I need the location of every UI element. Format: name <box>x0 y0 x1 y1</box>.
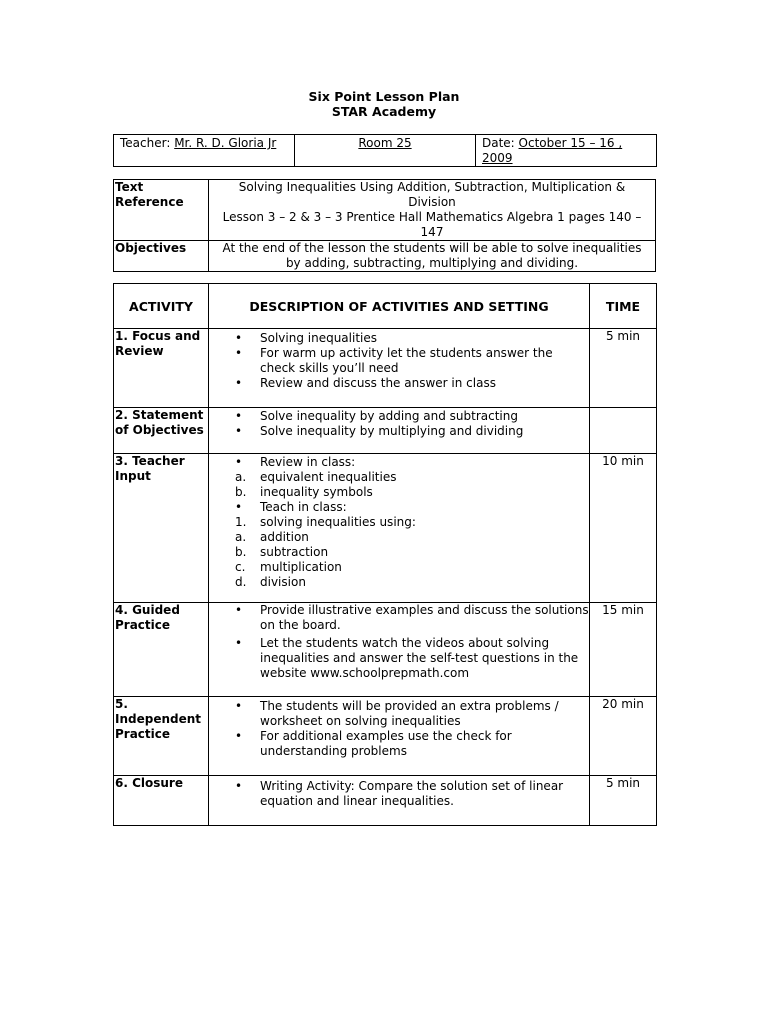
table-row <box>114 776 657 826</box>
list-item: • Solve inequality by adding and subtracting <box>209 409 589 424</box>
list-item: • The students will be provided an extra problems / worksheet on solving inequalities <box>209 699 589 729</box>
activity-time: 20 min <box>590 697 657 776</box>
list-item: c. multiplication <box>235 560 342 574</box>
list-item: • For warm up activity let the students answer the check skills you’ll need <box>209 346 589 376</box>
activity-name: 4. Guided Practice <box>114 603 209 697</box>
list-item: d. division <box>235 575 306 589</box>
list-item: • Review and discuss the answer in class <box>209 376 589 391</box>
date-value: October 15 – 16 , 2009 <box>482 136 623 165</box>
activity-description <box>209 603 590 697</box>
table-row <box>114 408 657 454</box>
document-title: Six Point Lesson Plan <box>308 89 460 104</box>
activity-name: 1. Focus and Review <box>114 329 209 408</box>
bullet-icon <box>235 779 257 794</box>
teacher-label: Teacher: <box>120 136 175 150</box>
activity-name: 3. Teacher Input <box>114 454 209 603</box>
reference-line-1: Solving Inequalities Using Addition, Subtraction, Multiplication & Division <box>238 180 626 209</box>
activity-name: 2. Statement of Objectives <box>114 408 209 454</box>
activities-header-row <box>114 284 657 329</box>
list-item: • For additional examples use the check for understanding problems <box>209 729 589 759</box>
activity-time <box>590 408 657 454</box>
reference-line-2: Lesson 3 – 2 & 3 – 3 Prentice Hall Mathematics Algebra 1 pages 140 – 147 <box>222 210 642 239</box>
activity-description <box>209 776 590 826</box>
date-cell <box>476 135 657 167</box>
activity-time: 5 min <box>590 776 657 826</box>
activity-time: 5 min <box>590 329 657 408</box>
table-row <box>114 603 657 697</box>
reference-table <box>113 179 656 272</box>
list-item: • Solve inequality by multiplying and dividing <box>209 424 589 439</box>
list-item: • Review in class: <box>235 455 356 469</box>
list-item: 1. solving inequalities using: <box>235 515 416 529</box>
activity-name: 5. Independent Practice <box>114 697 209 776</box>
activity-time: 15 min <box>590 603 657 697</box>
table-row <box>114 329 657 408</box>
activity-description <box>209 329 590 408</box>
bullet-icon <box>235 346 257 361</box>
bullet-icon <box>235 699 257 714</box>
document-header <box>0 89 768 119</box>
room-value: Room 25 <box>358 136 412 150</box>
activity-description <box>209 454 590 603</box>
bullet-icon <box>235 409 257 424</box>
bullet-icon <box>235 636 257 651</box>
list-item: b. subtraction <box>235 545 329 559</box>
teacher-name: Mr. R. D. Gloria Jr <box>174 136 277 150</box>
bullet-icon <box>235 331 257 346</box>
table-row <box>114 697 657 776</box>
header-activity: ACTIVITY <box>114 284 209 329</box>
header-time: TIME <box>590 284 657 329</box>
document-subtitle: STAR Academy <box>331 104 437 119</box>
list-item: • Writing Activity: Compare the solution set of linear equation and linear inequalities. <box>209 779 589 809</box>
list-item: b. inequality symbols <box>235 485 373 499</box>
reference-value <box>209 180 656 241</box>
bullet-icon <box>235 376 257 391</box>
activities-table <box>113 283 657 826</box>
teacher-cell <box>114 135 295 167</box>
list-item: a. addition <box>235 530 309 544</box>
room-cell <box>295 135 476 167</box>
reference-label: Text Reference <box>114 180 209 241</box>
list-item: a. equivalent inequalities <box>235 470 397 484</box>
objectives-label: Objectives <box>114 241 209 272</box>
activity-time: 10 min <box>590 454 657 603</box>
header-description: DESCRIPTION OF ACTIVITIES AND SETTING <box>209 284 590 329</box>
table-row <box>114 454 657 603</box>
info-table <box>113 134 657 167</box>
list-item: • Provide illustrative examples and discuss the solutions on the board. <box>209 603 589 633</box>
list-item: • Solving inequalities <box>209 331 589 346</box>
activity-name: 6. Closure <box>114 776 209 826</box>
activity-description <box>209 408 590 454</box>
bullet-icon <box>235 424 257 439</box>
objectives-value: At the end of the lesson the students will be able to solve inequalities by adding, subtracting, multiplying and dividing. <box>209 241 656 272</box>
list-item: • Teach in class: <box>235 500 347 514</box>
bullet-icon <box>235 729 257 744</box>
bullet-icon <box>235 603 257 618</box>
list-item: • Let the students watch the videos about solving inequalities and answer the self-test questions in the website www.schoolprepmath.com <box>209 636 589 681</box>
activity-description <box>209 697 590 776</box>
date-label: Date: <box>482 136 519 150</box>
